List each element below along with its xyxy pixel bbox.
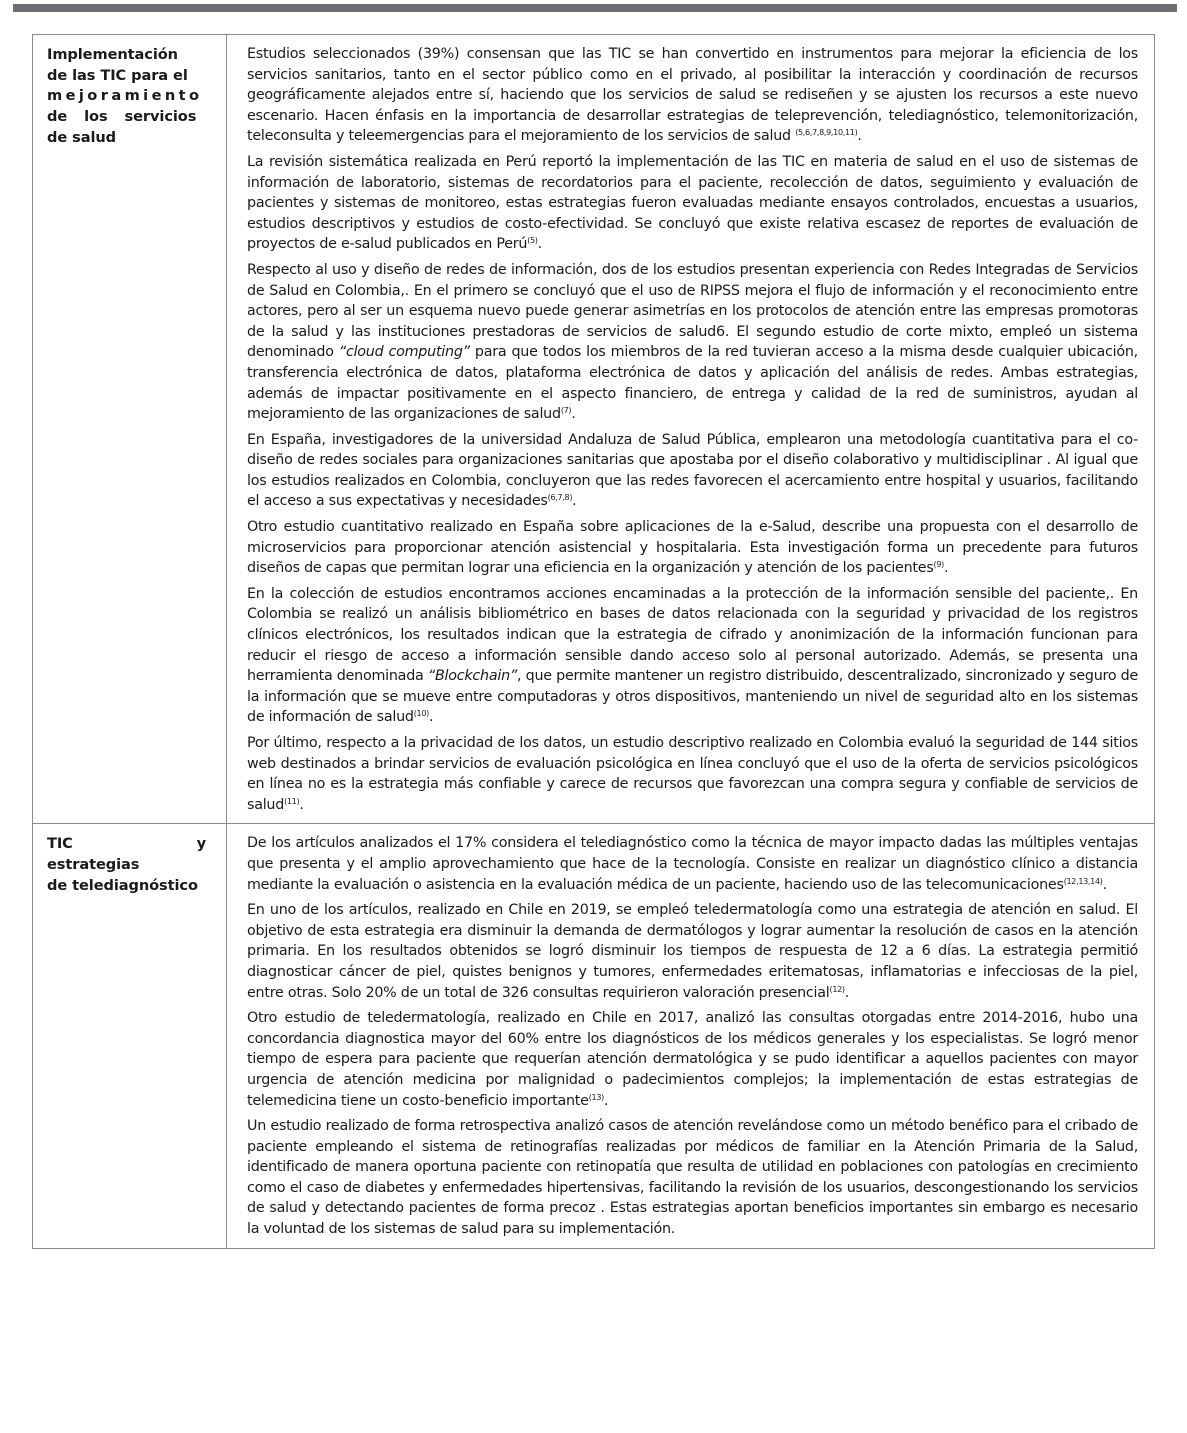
table-row: [33, 35, 1155, 824]
row-label-cell: [33, 824, 227, 1248]
row-label: [47, 834, 206, 896]
italic-term: “cloud computing”: [338, 344, 470, 361]
label-line: TIC y estrategias: [47, 835, 206, 874]
label-line: de salud: [47, 128, 116, 146]
citation: (12): [829, 984, 845, 994]
citation: (9): [933, 560, 944, 570]
row-label: [47, 45, 206, 149]
paragraph: Otro estudio de teledermatología, realizado en Chile en 2017, analizó las consultas otorgadas entre 2014-2016, hubo una concordancia diagnostica mayor del 60% entre los diagnósticos de los médicos generales y los especialistas. Se logró menor tiempo de espera para paciente que requerían atención dermatológica y se pudo identificar a aquellos pacientes con mayor urgencia de atención medicina por malignidad o padecimientos complejos; la implementación de estas estrategias de telemedicina tiene un costo-beneficio importante$^{(13)}$.: [247, 1010, 1138, 1109]
citation: (11): [284, 796, 300, 806]
label-line: mejoramiento: [47, 87, 203, 105]
paragraph: En España, investigadores de la universidad Andaluza de Salud Pública, emplearon una metodología cuantitativa para el co-diseño de redes sociales para organizaciones sanitarias que apostaba por el diseño colaborativo y multidisciplinar . Al igual que los estudios realizados en Colombia, concluyeron que las redes favorecen el acercamiento entre hospital y usuarios, facilitando el acceso a sus expectativas y necesidades$^{(6,7,8)}$.: [247, 431, 1138, 510]
label-line: de telediagnóstico: [47, 876, 198, 894]
table-row: [33, 824, 1155, 1248]
paragraph: En la colección de estudios encontramos acciones encaminadas a la protección de la información sensible del paciente,. En Colombia se realizó un análisis bibliométrico en bases de datos relacionada con la seguridad y privacidad de los registros clínicos electrónicos, los resultados indican que la estrategia de cifrado y anonimización de la información funcionan para reducir el riesgo de acceso a información sensible dando acceso solo al personal autorizado. Además, se presenta una herramienta denominada “Blockchain”, que permite mantener un registro distribuido, descentralizado, sincronizado y seguro de la información que se mueve entre computadoras y otros dispositivos, manteniendo un nivel de seguridad alto en los sistemas de información de salud$^{(10)}$.: [247, 585, 1138, 726]
citation: (7): [560, 406, 572, 416]
header-rule: [13, 4, 1177, 12]
citation: (12,13,14): [1063, 876, 1103, 886]
paragraph: Respecto al uso y diseño de redes de información, dos de los estudios presentan experiencia con Redes Integradas de Servicios de Salud en Colombia,. En el primero se concluyó que el uso de RIPSS mejora el flujo de información y el reconocimiento entre actores, pero al ser un esquema nuevo puede generar asimetrías en los protocolos de atención entre las empresas promotoras de la salud y las instituciones prestadoras de servicios de salud6. El segundo estudio de corte mixto, empleó un sistema denominado “cloud computing” para que todos los miembros de la red tuvieran acceso a la misma desde cualquier ubicación, transferencia electrónica de datos, plataforma electrónica de datos y aplicación del análisis de redes. Ambas estrategias, además de impactar positivamente en el aspecto financiero, de entrega y calidad de la red de suministros, ayudan al mejoramiento de las organizaciones de salud$^{(7)}$.: [247, 261, 1138, 423]
italic-term: “Blockchain”: [427, 668, 518, 685]
paragraph: Otro estudio cuantitativo realizado en España sobre aplicaciones de la e-Salud, describe una propuesta con el desarrollo de microservicios para proporcionar atención asistencial y hospitalaria. Esta investigación forma un precedente para futuros diseños de capas que permitan lograr una eficiencia en la organización y atención de los pacientes$^{(9)}$.: [247, 519, 1138, 577]
paragraph: Un estudio realizado de forma retrospectiva analizó casos de atención revelándose como un método benéfico para el cribado de paciente empleando el sistema de retinografías realizadas por médicos de familiar en la Atención Primaria de la Salud, identificado de manera oportuna paciente con retinopatía que resulta de utilidad en poblaciones con patologías en crecimiento como el caso de diabetes y enfermedades hipertensivas, facilitando la revisión de los usuarios, descongestionando los servicios de salud y detectando pacientes de forma precoz . Estas estrategias aportan beneficios importantes sin embargo es necesario la voluntad de los sistemas de salud para su implementación.: [247, 1118, 1138, 1238]
citation: (10): [413, 709, 429, 719]
row-content-cell: [227, 824, 1155, 1248]
citation: (5): [527, 236, 538, 246]
findings-table: [32, 34, 1155, 1249]
citation: (5,6,7,8,9,10,11): [795, 128, 858, 138]
paragraph: Por último, respecto a la privacidad de los datos, un estudio descriptivo realizado en Colombia evaluó la seguridad de 144 sitios web destinados a brindar servicios de evaluación psicológica en línea concluyó que el uso de la oferta de servicios psicológicos en línea no es la estrategia más confiable y carece de recursos que favorezcan una compra segura y confiable de servicios de salud$^{(11)}$.: [247, 735, 1138, 813]
paragraph: De los artículos analizados el 17% considera el telediagnóstico como la técnica de mayor impacto dadas las múltiples ventajas que presenta y el amplio aprovechamiento que hace de la tecnología. Consiste en realizar un diagnóstico clínico a distancia mediante la evaluación o asistencia en la evaluación médica de un paciente, haciendo uso de las telecomunicaciones$^{(12,13,14)}$.: [247, 835, 1138, 893]
row-label-cell: [33, 35, 227, 824]
paragraph: Estudios seleccionados (39%) consensan que las TIC se han convertido en instrumentos para mejorar la eficiencia de los servicios sanitarios, tanto en el sector público como en el privado, al posibilitar la interacción y coordinación de recursos geográficamente alejados entre sí, haciendo que los servicios de salud se rediseñen y se ajusten los recursos a este nuevo escenario. Hacen énfasis en la importancia de desarrollar estrategias de teleprevención, telediagnóstico, telemonitorización, teleconsulta y teleemergencias para el mejoramiento de los servicios de salud $^{(5,6,7,8,9,10,11)}$.: [247, 46, 1138, 145]
paragraph: En uno de los artículos, realizado en Chile en 2019, se empleó teledermatología como una estrategia de atención en salud. El objetivo de esta estrategia era disminuir la demanda de dermatólogos y lograr aumentar la resolución de casos en la atención primaria. En los resultados obtenidos se logró disminuir los tiempos de respuesta de 12 a 6 días. La estrategia permitió diagnosticar cáncer de piel, quistes benignos y tumores, enfermedades eritematosas, inflamatorias e infecciosas de la piel, entre otras. Solo 20% de un total de 326 consultas requirieron valoración presencial$^{(12)}$.: [247, 902, 1138, 1001]
label-line: Implementación: [47, 46, 178, 63]
label-line: de las TIC para el: [47, 66, 188, 84]
citation: (6,7,8): [547, 493, 573, 503]
row-content-cell: [227, 35, 1155, 824]
paragraph: La revisión sistemática realizada en Perú reportó la implementación de las TIC en materia de salud en el uso de sistemas de información de laboratorio, sistemas de recordatorios para el paciente, recolección de datos, seguimiento y evaluación de pacientes y sistemas de monitoreo, estas estrategias fueron evaluadas mediante ensayos controlados, encuestas a usuarios, estudios descriptivos y estudios de costo-efectividad. Se concluyó que existe relativa escasez de reportes de evaluación de proyectos de e-salud publicados en Perú$^{(5)}$.: [247, 153, 1138, 253]
citation: (13): [588, 1092, 604, 1102]
label-line: de los servicios: [47, 108, 197, 126]
